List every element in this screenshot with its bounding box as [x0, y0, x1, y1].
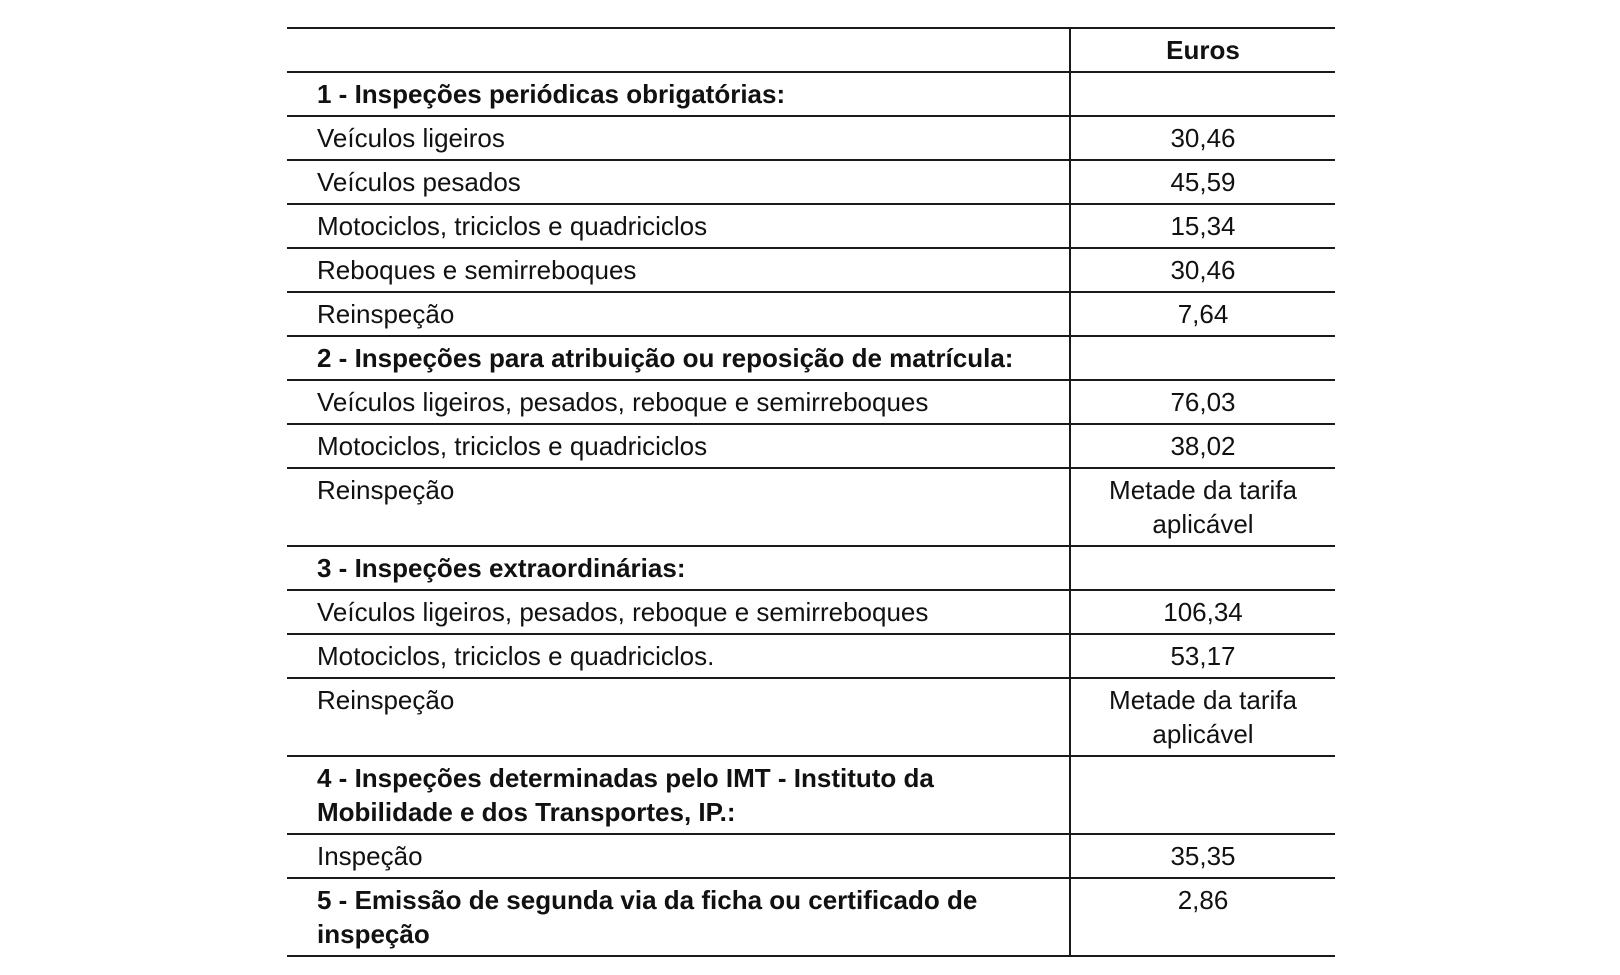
price-value: 53,17: [1070, 634, 1335, 678]
section-title: 2 - Inspeções para atribuição ou reposição de matrícula:: [287, 336, 1070, 380]
price-value: 30,46: [1070, 248, 1335, 292]
table-header-row: [287, 28, 1335, 72]
price-value: [1070, 336, 1335, 380]
item-label: Veículos ligeiros: [287, 116, 1070, 160]
price-value: Metade da tarifa aplicável: [1070, 678, 1335, 756]
section-title: 3 - Inspeções extraordinárias:: [287, 546, 1070, 590]
table-row: [287, 834, 1335, 878]
item-label: Reinspeção: [287, 292, 1070, 336]
item-label: Motociclos, triciclos e quadriciclos: [287, 204, 1070, 248]
price-value: 2,86: [1070, 878, 1335, 956]
section-row: [287, 878, 1335, 956]
price-value: [1070, 72, 1335, 116]
section-row: [287, 546, 1335, 590]
price-value: Metade da tarifa aplicável: [1070, 468, 1335, 546]
item-label: Motociclos, triciclos e quadriciclos.: [287, 634, 1070, 678]
section-title: 1 - Inspeções periódicas obrigatórias:: [287, 72, 1070, 116]
currency-header: Euros: [1070, 28, 1335, 72]
tariff-table-body: [287, 28, 1335, 956]
table-row: [287, 590, 1335, 634]
section-row: [287, 336, 1335, 380]
item-label: Veículos pesados: [287, 160, 1070, 204]
price-value: 35,35: [1070, 834, 1335, 878]
price-value: 7,64: [1070, 292, 1335, 336]
table-row: [287, 204, 1335, 248]
table-row: [287, 292, 1335, 336]
item-label: Veículos ligeiros, pesados, reboque e semirreboques: [287, 590, 1070, 634]
price-value: 15,34: [1070, 204, 1335, 248]
table-row: [287, 634, 1335, 678]
table-row: [287, 424, 1335, 468]
section-title: 5 - Emissão de segunda via da ficha ou certificado de inspeção: [287, 878, 1070, 956]
price-value: 76,03: [1070, 380, 1335, 424]
table-row: [287, 678, 1335, 756]
item-label: Reinspeção: [287, 678, 1070, 756]
item-label: Inspeção: [287, 834, 1070, 878]
header-label-cell: [287, 28, 1070, 72]
price-value: 45,59: [1070, 160, 1335, 204]
section-row: [287, 72, 1335, 116]
table-row: [287, 380, 1335, 424]
price-value: [1070, 756, 1335, 834]
table-row: [287, 160, 1335, 204]
table-row: [287, 468, 1335, 546]
price-value: 38,02: [1070, 424, 1335, 468]
item-label: Reinspeção: [287, 468, 1070, 546]
item-label: Veículos ligeiros, pesados, reboque e semirreboques: [287, 380, 1070, 424]
tariff-table: [287, 27, 1335, 957]
item-label: Motociclos, triciclos e quadriciclos: [287, 424, 1070, 468]
section-title: 4 - Inspeções determinadas pelo IMT - Instituto da Mobilidade e dos Transportes, IP.:: [287, 756, 1070, 834]
item-label: Reboques e semirreboques: [287, 248, 1070, 292]
price-value: 106,34: [1070, 590, 1335, 634]
section-row: [287, 756, 1335, 834]
price-value: 30,46: [1070, 116, 1335, 160]
tariff-document: [287, 27, 1335, 957]
table-row: [287, 116, 1335, 160]
table-row: [287, 248, 1335, 292]
price-value: [1070, 546, 1335, 590]
